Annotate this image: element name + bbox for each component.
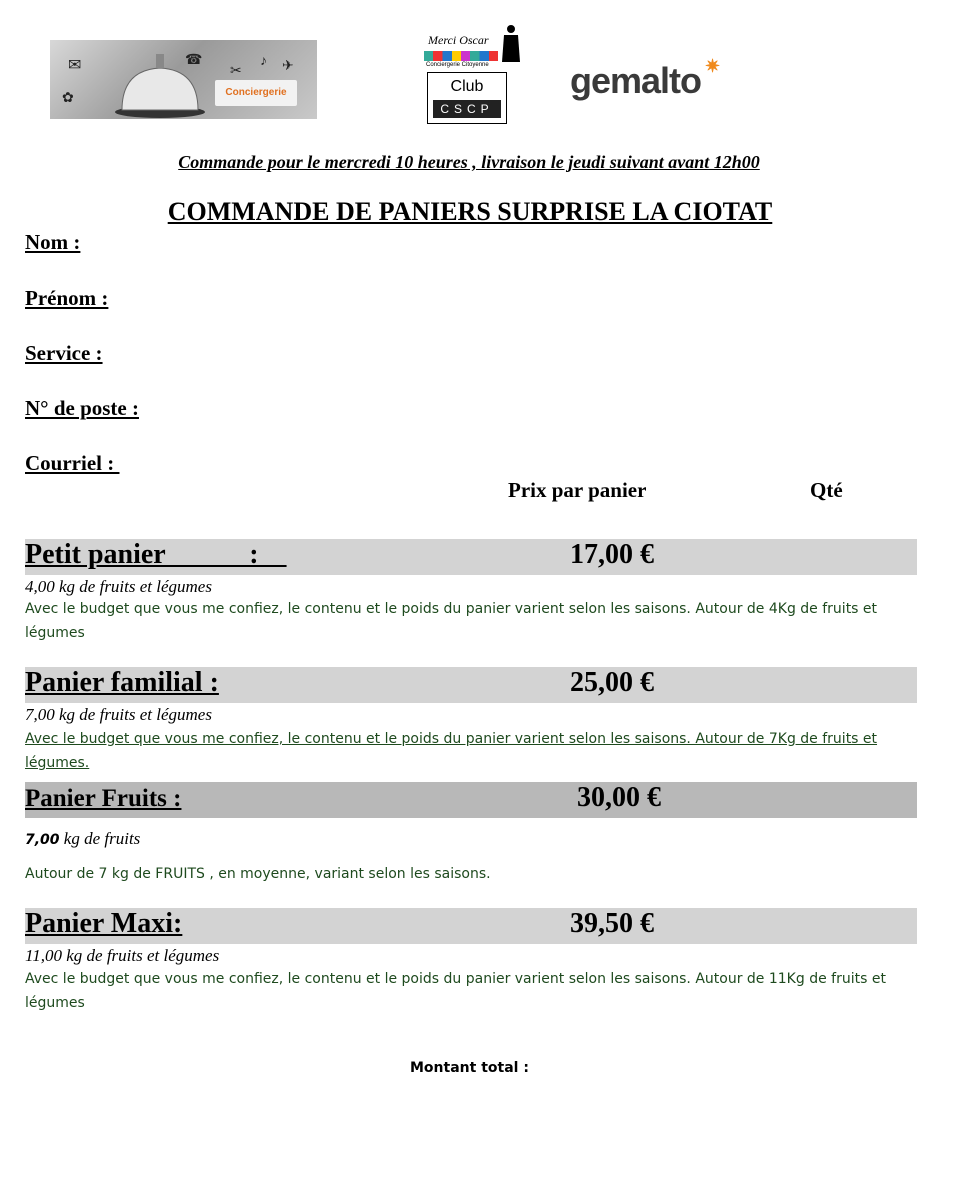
conciergerie-logo <box>50 40 317 119</box>
page-title: COMMANDE DE PANIERS SURPRISE LA CIOTAT <box>167 197 773 226</box>
product-name: Panier Fruits : <box>25 785 182 812</box>
product-weight-unit: kg de fruits <box>59 829 141 848</box>
svg-text:☎: ☎ <box>185 53 203 68</box>
field-prenom: Prénom : <box>25 286 109 310</box>
product-description: Avec le budget que vous me confiez, le contenu et le poids du panier varient selon les saisons. Autour de 7Kg de fruits et légumes. <box>25 731 878 771</box>
product-name: Petit panier : <box>25 539 287 570</box>
butler-icon <box>500 24 522 64</box>
field-nom: Nom : <box>25 230 81 254</box>
product-description: Avec le budget que vous me confiez, le contenu et le poids du panier varient selon les saisons. Autour de 11Kg de fruits et légumes <box>25 971 886 1011</box>
club-text: Club <box>450 78 484 95</box>
merci-oscar-logo <box>420 24 524 124</box>
gemalto-star-icon: ✷ <box>705 56 720 76</box>
product-weight: 7,00 kg de fruits et légumes <box>25 705 212 724</box>
product-weight: 4,00 kg de fruits et légumes <box>25 577 212 596</box>
cscp-text: CSCP <box>433 100 501 118</box>
product-name: Panier Maxi: <box>25 908 183 939</box>
product-description: Autour de 7 kg de FRUITS , en moyenne, variant selon les saisons. <box>25 866 491 882</box>
column-price-header: Prix par panier <box>508 478 647 502</box>
product-row-petit-panier <box>25 539 917 575</box>
gemalto-text: gemalto <box>570 60 702 101</box>
product-price: 25,00 € <box>570 667 654 698</box>
product-row-panier-familial <box>25 667 917 703</box>
product-price: 17,00 € <box>570 539 654 570</box>
merci-oscar-text: Merci Oscar <box>428 33 489 47</box>
merci-oscar-subtitle: Conciergerie Citoyenne <box>426 62 489 68</box>
product-price: 30,00 € <box>577 782 661 813</box>
club-cscp-logo <box>427 72 507 124</box>
svg-text:✉: ✉ <box>68 57 82 74</box>
product-name: Panier familial : <box>25 667 219 698</box>
conciergerie-tag: Conciergerie <box>215 80 297 106</box>
color-strip <box>424 51 498 61</box>
field-service: Service : <box>25 341 103 365</box>
product-weight-value: 7,00 <box>25 832 60 848</box>
svg-text:✿: ✿ <box>62 91 74 106</box>
svg-text:✂: ✂ <box>230 64 242 79</box>
order-deadline-note: Commande pour le mercredi 10 heures , livraison le jeudi suivant avant 12h00 <box>178 152 760 172</box>
product-row-panier-fruits <box>25 782 917 818</box>
total-amount-label: Montant total : <box>410 1060 529 1076</box>
product-price: 39,50 € <box>570 908 654 939</box>
product-row-panier-maxi <box>25 908 917 944</box>
field-poste: N° de poste : <box>25 396 139 420</box>
product-description: Avec le budget que vous me confiez, le contenu et le poids du panier varient selon les saisons. Autour de 4Kg de fruits et légumes <box>25 601 878 641</box>
svg-text:✈: ✈ <box>282 59 294 74</box>
gemalto-logo <box>570 56 720 102</box>
product-weight <box>25 829 140 849</box>
column-qty-header: Qté <box>810 478 843 502</box>
field-courriel: Courriel : <box>25 451 120 475</box>
product-weight: 11,00 kg de fruits et légumes <box>25 946 220 965</box>
svg-text:♪: ♪ <box>260 54 267 69</box>
